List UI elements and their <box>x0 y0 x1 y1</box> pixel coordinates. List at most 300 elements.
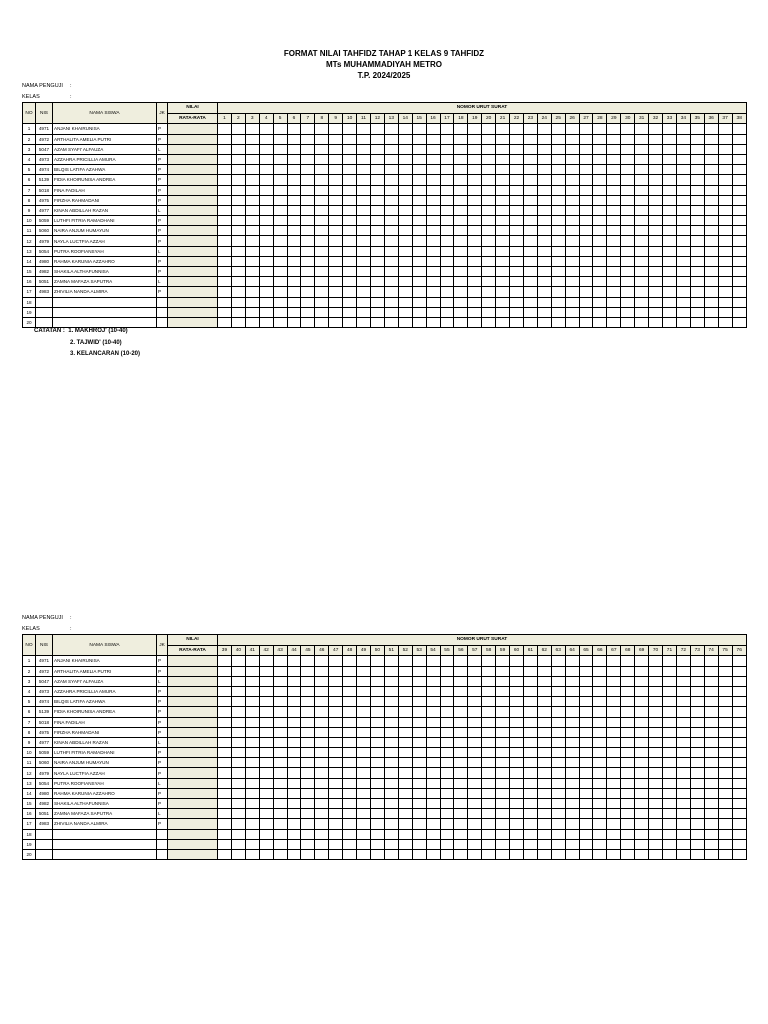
score-cell[interactable] <box>231 737 245 747</box>
score-cell[interactable] <box>329 267 343 277</box>
score-cell[interactable] <box>357 778 371 788</box>
score-cell[interactable] <box>468 205 482 215</box>
score-cell[interactable] <box>635 144 649 154</box>
score-cell[interactable] <box>676 778 690 788</box>
score-cell[interactable] <box>468 256 482 266</box>
score-cell[interactable] <box>231 267 245 277</box>
score-cell[interactable] <box>412 839 426 849</box>
score-cell[interactable] <box>426 809 440 819</box>
score-cell[interactable] <box>440 185 454 195</box>
score-cell[interactable] <box>426 849 440 859</box>
score-cell[interactable] <box>231 666 245 676</box>
score-cell[interactable] <box>329 748 343 758</box>
score-cell[interactable] <box>440 707 454 717</box>
score-cell[interactable] <box>649 124 663 134</box>
score-cell[interactable] <box>663 839 677 849</box>
score-cell[interactable] <box>510 758 524 768</box>
score-cell[interactable] <box>690 124 704 134</box>
score-cell[interactable] <box>287 758 301 768</box>
score-cell[interactable] <box>315 748 329 758</box>
score-cell[interactable] <box>593 317 607 327</box>
score-cell[interactable] <box>676 666 690 676</box>
score-cell[interactable] <box>454 717 468 727</box>
score-cell[interactable] <box>537 236 551 246</box>
score-cell[interactable] <box>523 175 537 185</box>
score-cell[interactable] <box>510 124 524 134</box>
score-cell[interactable] <box>649 727 663 737</box>
score-cell[interactable] <box>301 165 315 175</box>
score-cell[interactable] <box>468 154 482 164</box>
score-cell[interactable] <box>287 124 301 134</box>
score-cell[interactable] <box>315 144 329 154</box>
score-cell[interactable] <box>426 768 440 778</box>
score-cell[interactable] <box>649 216 663 226</box>
score-cell[interactable] <box>245 154 259 164</box>
score-cell[interactable] <box>496 236 510 246</box>
score-cell[interactable] <box>287 226 301 236</box>
score-cell[interactable] <box>329 737 343 747</box>
score-cell[interactable] <box>690 216 704 226</box>
score-cell[interactable] <box>398 236 412 246</box>
score-cell[interactable] <box>607 124 621 134</box>
score-cell[interactable] <box>593 277 607 287</box>
score-cell[interactable] <box>315 205 329 215</box>
score-cell[interactable] <box>412 246 426 256</box>
score-cell[interactable] <box>690 758 704 768</box>
score-cell[interactable] <box>482 144 496 154</box>
score-cell[interactable] <box>579 778 593 788</box>
score-cell[interactable] <box>496 246 510 256</box>
score-cell[interactable] <box>370 297 384 307</box>
score-cell[interactable] <box>440 666 454 676</box>
score-cell[interactable] <box>579 205 593 215</box>
score-cell[interactable] <box>565 686 579 696</box>
score-cell[interactable] <box>384 124 398 134</box>
row-rata-rata-cell[interactable] <box>168 246 218 256</box>
score-cell[interactable] <box>649 317 663 327</box>
score-cell[interactable] <box>273 297 287 307</box>
score-cell[interactable] <box>663 236 677 246</box>
score-cell[interactable] <box>593 748 607 758</box>
score-cell[interactable] <box>357 656 371 666</box>
score-cell[interactable] <box>676 727 690 737</box>
score-cell[interactable] <box>551 297 565 307</box>
score-cell[interactable] <box>329 666 343 676</box>
score-cell[interactable] <box>565 195 579 205</box>
score-cell[interactable] <box>287 778 301 788</box>
score-cell[interactable] <box>676 287 690 297</box>
score-cell[interactable] <box>370 748 384 758</box>
score-cell[interactable] <box>551 256 565 266</box>
score-cell[interactable] <box>732 676 746 686</box>
score-cell[interactable] <box>412 317 426 327</box>
score-cell[interactable] <box>551 236 565 246</box>
score-cell[interactable] <box>426 226 440 236</box>
score-cell[interactable] <box>301 175 315 185</box>
score-cell[interactable] <box>343 809 357 819</box>
score-cell[interactable] <box>398 317 412 327</box>
score-cell[interactable] <box>649 236 663 246</box>
score-cell[interactable] <box>218 799 232 809</box>
score-cell[interactable] <box>704 727 718 737</box>
score-cell[interactable] <box>259 676 273 686</box>
score-cell[interactable] <box>565 758 579 768</box>
score-cell[interactable] <box>510 676 524 686</box>
score-cell[interactable] <box>649 707 663 717</box>
score-cell[interactable] <box>468 226 482 236</box>
score-cell[interactable] <box>218 277 232 287</box>
score-cell[interactable] <box>287 799 301 809</box>
score-cell[interactable] <box>690 287 704 297</box>
score-cell[interactable] <box>384 246 398 256</box>
score-cell[interactable] <box>482 829 496 839</box>
score-cell[interactable] <box>593 267 607 277</box>
score-cell[interactable] <box>579 758 593 768</box>
score-cell[interactable] <box>245 124 259 134</box>
score-cell[interactable] <box>384 277 398 287</box>
score-cell[interactable] <box>468 748 482 758</box>
score-cell[interactable] <box>343 829 357 839</box>
row-rata-rata-cell[interactable] <box>168 839 218 849</box>
score-cell[interactable] <box>537 205 551 215</box>
score-cell[interactable] <box>676 697 690 707</box>
score-cell[interactable] <box>565 839 579 849</box>
score-cell[interactable] <box>231 236 245 246</box>
score-cell[interactable] <box>454 165 468 175</box>
score-cell[interactable] <box>635 246 649 256</box>
score-cell[interactable] <box>537 676 551 686</box>
score-cell[interactable] <box>259 236 273 246</box>
score-cell[interactable] <box>259 666 273 676</box>
score-cell[interactable] <box>496 317 510 327</box>
score-cell[interactable] <box>468 307 482 317</box>
score-cell[interactable] <box>301 307 315 317</box>
score-cell[interactable] <box>343 287 357 297</box>
score-cell[interactable] <box>537 829 551 839</box>
score-cell[interactable] <box>510 727 524 737</box>
score-cell[interactable] <box>676 307 690 317</box>
score-cell[interactable] <box>357 236 371 246</box>
score-cell[interactable] <box>537 758 551 768</box>
score-cell[interactable] <box>635 216 649 226</box>
score-cell[interactable] <box>273 758 287 768</box>
score-cell[interactable] <box>510 297 524 307</box>
score-cell[interactable] <box>482 686 496 696</box>
score-cell[interactable] <box>329 277 343 287</box>
score-cell[interactable] <box>537 175 551 185</box>
score-cell[interactable] <box>510 236 524 246</box>
score-cell[interactable] <box>510 707 524 717</box>
score-cell[interactable] <box>398 676 412 686</box>
score-cell[interactable] <box>704 676 718 686</box>
score-cell[interactable] <box>384 676 398 686</box>
score-cell[interactable] <box>565 778 579 788</box>
score-cell[interactable] <box>732 267 746 277</box>
score-cell[interactable] <box>649 778 663 788</box>
row-rata-rata-cell[interactable] <box>168 256 218 266</box>
score-cell[interactable] <box>357 839 371 849</box>
score-cell[interactable] <box>218 297 232 307</box>
score-cell[interactable] <box>315 737 329 747</box>
score-cell[interactable] <box>218 205 232 215</box>
score-cell[interactable] <box>676 277 690 287</box>
score-cell[interactable] <box>315 676 329 686</box>
score-cell[interactable] <box>482 697 496 707</box>
score-cell[interactable] <box>426 819 440 829</box>
score-cell[interactable] <box>301 205 315 215</box>
score-cell[interactable] <box>551 758 565 768</box>
score-cell[interactable] <box>245 277 259 287</box>
score-cell[interactable] <box>454 317 468 327</box>
score-cell[interactable] <box>676 267 690 277</box>
score-cell[interactable] <box>343 768 357 778</box>
score-cell[interactable] <box>287 256 301 266</box>
score-cell[interactable] <box>301 707 315 717</box>
score-cell[interactable] <box>370 809 384 819</box>
score-cell[interactable] <box>482 849 496 859</box>
score-cell[interactable] <box>259 226 273 236</box>
score-cell[interactable] <box>523 656 537 666</box>
score-cell[interactable] <box>537 144 551 154</box>
score-cell[interactable] <box>440 656 454 666</box>
score-cell[interactable] <box>663 287 677 297</box>
score-cell[interactable] <box>231 317 245 327</box>
score-cell[interactable] <box>468 737 482 747</box>
score-cell[interactable] <box>301 297 315 307</box>
score-cell[interactable] <box>357 256 371 266</box>
row-rata-rata-cell[interactable] <box>168 676 218 686</box>
score-cell[interactable] <box>315 697 329 707</box>
score-cell[interactable] <box>621 737 635 747</box>
score-cell[interactable] <box>732 277 746 287</box>
score-cell[interactable] <box>343 267 357 277</box>
score-cell[interactable] <box>690 717 704 727</box>
score-cell[interactable] <box>537 154 551 164</box>
score-cell[interactable] <box>357 216 371 226</box>
score-cell[interactable] <box>579 185 593 195</box>
score-cell[interactable] <box>329 297 343 307</box>
score-cell[interactable] <box>440 849 454 859</box>
score-cell[interactable] <box>273 788 287 798</box>
score-cell[interactable] <box>231 205 245 215</box>
score-cell[interactable] <box>718 829 732 839</box>
score-cell[interactable] <box>343 165 357 175</box>
score-cell[interactable] <box>426 144 440 154</box>
score-cell[interactable] <box>690 737 704 747</box>
score-cell[interactable] <box>273 666 287 676</box>
score-cell[interactable] <box>231 686 245 696</box>
score-cell[interactable] <box>273 849 287 859</box>
score-cell[interactable] <box>537 666 551 676</box>
score-cell[interactable] <box>218 185 232 195</box>
score-cell[interactable] <box>412 277 426 287</box>
score-cell[interactable] <box>259 134 273 144</box>
score-cell[interactable] <box>426 216 440 226</box>
score-cell[interactable] <box>635 788 649 798</box>
score-cell[interactable] <box>565 307 579 317</box>
score-cell[interactable] <box>635 287 649 297</box>
score-cell[interactable] <box>635 758 649 768</box>
score-cell[interactable] <box>231 839 245 849</box>
score-cell[interactable] <box>440 236 454 246</box>
score-cell[interactable] <box>496 205 510 215</box>
score-cell[interactable] <box>635 799 649 809</box>
score-cell[interactable] <box>259 707 273 717</box>
score-cell[interactable] <box>343 707 357 717</box>
score-cell[interactable] <box>468 656 482 666</box>
score-cell[interactable] <box>593 307 607 317</box>
score-cell[interactable] <box>412 287 426 297</box>
score-cell[interactable] <box>343 134 357 144</box>
score-cell[interactable] <box>343 778 357 788</box>
score-cell[interactable] <box>523 788 537 798</box>
score-cell[interactable] <box>440 737 454 747</box>
score-cell[interactable] <box>426 267 440 277</box>
row-rata-rata-cell[interactable] <box>168 317 218 327</box>
score-cell[interactable] <box>482 267 496 277</box>
score-cell[interactable] <box>273 134 287 144</box>
score-cell[interactable] <box>384 829 398 839</box>
score-cell[interactable] <box>621 666 635 676</box>
score-cell[interactable] <box>357 748 371 758</box>
score-cell[interactable] <box>537 256 551 266</box>
score-cell[interactable] <box>245 216 259 226</box>
score-cell[interactable] <box>663 768 677 778</box>
score-cell[interactable] <box>718 737 732 747</box>
score-cell[interactable] <box>676 707 690 717</box>
score-cell[interactable] <box>551 185 565 195</box>
score-cell[interactable] <box>523 697 537 707</box>
score-cell[interactable] <box>357 277 371 287</box>
score-cell[interactable] <box>537 849 551 859</box>
score-cell[interactable] <box>440 697 454 707</box>
score-cell[interactable] <box>245 267 259 277</box>
score-cell[interactable] <box>426 707 440 717</box>
score-cell[interactable] <box>301 195 315 205</box>
score-cell[interactable] <box>690 185 704 195</box>
score-cell[interactable] <box>357 686 371 696</box>
score-cell[interactable] <box>259 256 273 266</box>
score-cell[interactable] <box>593 195 607 205</box>
score-cell[interactable] <box>649 829 663 839</box>
score-cell[interactable] <box>343 727 357 737</box>
score-cell[interactable] <box>621 707 635 717</box>
score-cell[interactable] <box>635 839 649 849</box>
score-cell[interactable] <box>593 256 607 266</box>
score-cell[interactable] <box>412 819 426 829</box>
score-cell[interactable] <box>287 809 301 819</box>
score-cell[interactable] <box>732 195 746 205</box>
row-rata-rata-cell[interactable] <box>168 727 218 737</box>
score-cell[interactable] <box>649 799 663 809</box>
score-cell[interactable] <box>607 686 621 696</box>
score-cell[interactable] <box>523 185 537 195</box>
score-cell[interactable] <box>357 829 371 839</box>
score-cell[interactable] <box>370 246 384 256</box>
score-cell[interactable] <box>301 317 315 327</box>
score-cell[interactable] <box>287 134 301 144</box>
score-cell[interactable] <box>551 175 565 185</box>
score-cell[interactable] <box>635 154 649 164</box>
score-cell[interactable] <box>621 819 635 829</box>
score-cell[interactable] <box>718 788 732 798</box>
score-cell[interactable] <box>482 656 496 666</box>
score-cell[interactable] <box>426 656 440 666</box>
score-cell[interactable] <box>301 185 315 195</box>
score-cell[interactable] <box>343 799 357 809</box>
score-cell[interactable] <box>273 154 287 164</box>
score-cell[interactable] <box>649 154 663 164</box>
score-cell[interactable] <box>398 839 412 849</box>
score-cell[interactable] <box>370 799 384 809</box>
score-cell[interactable] <box>398 697 412 707</box>
score-cell[interactable] <box>704 307 718 317</box>
score-cell[interactable] <box>468 849 482 859</box>
score-cell[interactable] <box>468 195 482 205</box>
score-cell[interactable] <box>579 737 593 747</box>
score-cell[interactable] <box>621 809 635 819</box>
score-cell[interactable] <box>510 788 524 798</box>
score-cell[interactable] <box>593 246 607 256</box>
score-cell[interactable] <box>690 134 704 144</box>
score-cell[interactable] <box>621 236 635 246</box>
score-cell[interactable] <box>357 154 371 164</box>
score-cell[interactable] <box>426 134 440 144</box>
score-cell[interactable] <box>218 287 232 297</box>
score-cell[interactable] <box>663 666 677 676</box>
score-cell[interactable] <box>649 697 663 707</box>
score-cell[interactable] <box>649 134 663 144</box>
score-cell[interactable] <box>398 307 412 317</box>
score-cell[interactable] <box>245 676 259 686</box>
score-cell[interactable] <box>454 236 468 246</box>
score-cell[interactable] <box>273 737 287 747</box>
score-cell[interactable] <box>649 737 663 747</box>
score-cell[interactable] <box>690 205 704 215</box>
score-cell[interactable] <box>259 317 273 327</box>
score-cell[interactable] <box>537 748 551 758</box>
score-cell[interactable] <box>370 317 384 327</box>
score-cell[interactable] <box>426 246 440 256</box>
score-cell[interactable] <box>315 297 329 307</box>
score-cell[interactable] <box>482 165 496 175</box>
score-cell[interactable] <box>565 676 579 686</box>
score-cell[interactable] <box>593 788 607 798</box>
score-cell[interactable] <box>565 788 579 798</box>
score-cell[interactable] <box>454 839 468 849</box>
score-cell[interactable] <box>676 246 690 256</box>
score-cell[interactable] <box>537 778 551 788</box>
score-cell[interactable] <box>482 748 496 758</box>
score-cell[interactable] <box>704 768 718 778</box>
score-cell[interactable] <box>384 717 398 727</box>
score-cell[interactable] <box>607 277 621 287</box>
score-cell[interactable] <box>537 717 551 727</box>
score-cell[interactable] <box>565 727 579 737</box>
score-cell[interactable] <box>537 185 551 195</box>
score-cell[interactable] <box>329 236 343 246</box>
score-cell[interactable] <box>732 226 746 236</box>
score-cell[interactable] <box>384 778 398 788</box>
score-cell[interactable] <box>482 124 496 134</box>
score-cell[interactable] <box>468 216 482 226</box>
score-cell[interactable] <box>537 768 551 778</box>
score-cell[interactable] <box>384 809 398 819</box>
score-cell[interactable] <box>398 256 412 266</box>
score-cell[interactable] <box>496 758 510 768</box>
score-cell[interactable] <box>510 697 524 707</box>
score-cell[interactable] <box>565 185 579 195</box>
